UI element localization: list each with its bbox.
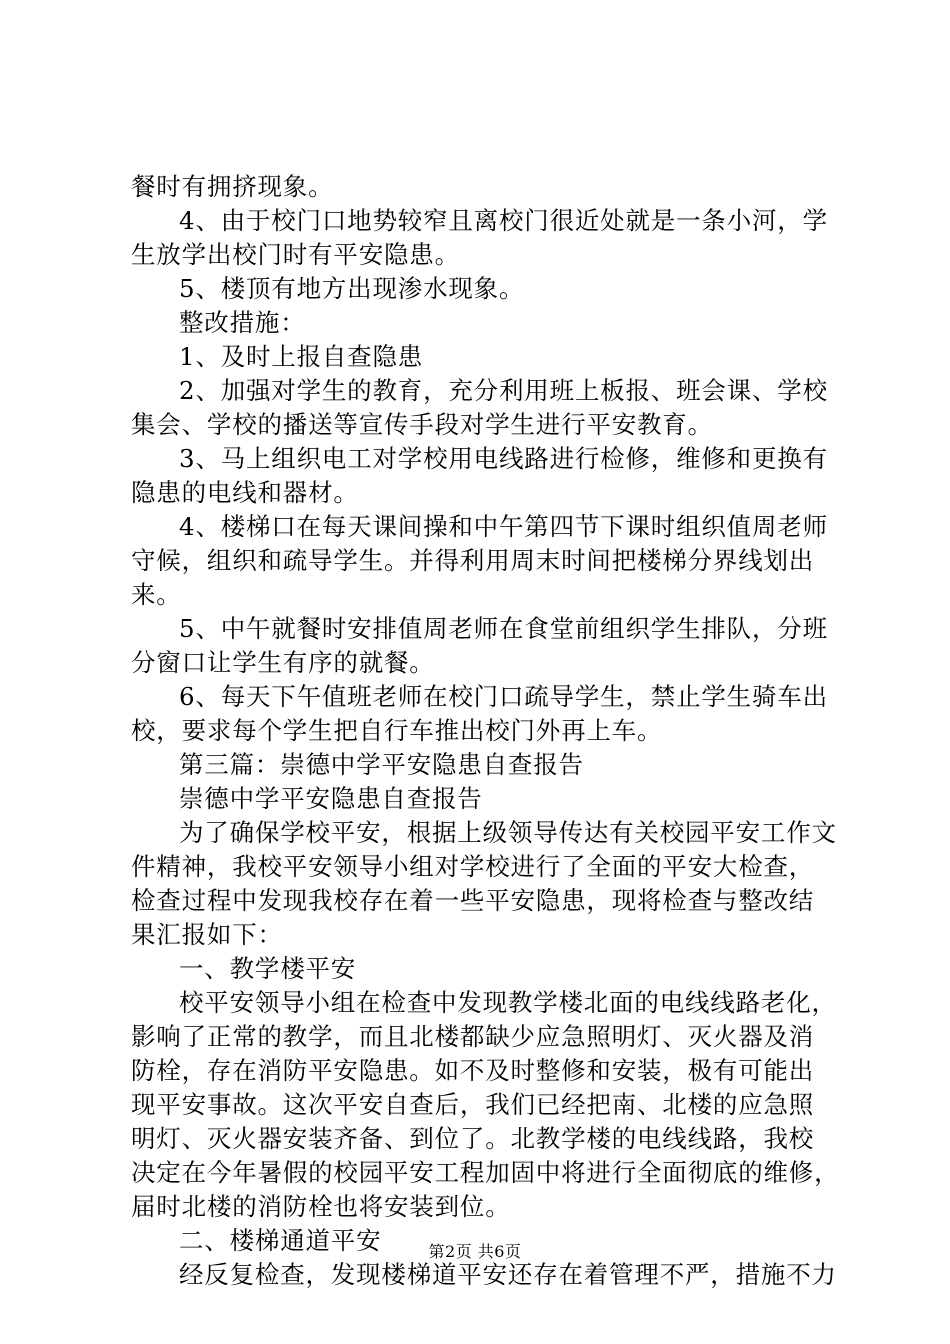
page-footer: 第2页 共6页 <box>428 1242 522 1261</box>
text-line: 二、楼梯通道平安 <box>179 1226 382 1255</box>
text-line: 一、教学楼平安 <box>179 954 357 983</box>
text-line: 届时北楼的消防栓也将安装到位。 <box>131 1192 511 1221</box>
text-line: 生放学出校门时有平安隐患。 <box>131 240 460 269</box>
text-line: 3、马上组织电工对学校用电线路进行检修，维修和更换有 <box>179 444 828 473</box>
text-line: 4、楼梯口在每天课间操和中午第四节下课时组织值周老师 <box>179 512 828 541</box>
text-line: 防栓，存在消防平安隐患。如不及时整修和安装，极有可能出 <box>131 1056 815 1085</box>
text-line: 5、楼顶有地方出现渗水现象。 <box>179 274 525 303</box>
text-line: 2、加强对学生的教育，充分利用班上板报、班会课、学校 <box>179 376 828 405</box>
text-line: 件精神，我校平安领导小组对学校进行了全面的平安大检查， <box>131 852 815 881</box>
text-line: 明灯、灭火器安装齐备、到位了。北教学楼的电线线路，我校 <box>131 1124 815 1153</box>
text-line: 校，要求每个学生把自行车推出校门外再上车。 <box>131 716 663 745</box>
text-line: 检查过程中发现我校存在着一些平安隐患，现将检查与整改结 <box>131 886 815 915</box>
text-line: 5、中午就餐时安排值周老师在食堂前组织学生排队，分班 <box>179 614 828 643</box>
text-line: 果汇报如下： <box>131 920 283 949</box>
text-line: 餐时有拥挤现象。 <box>131 172 334 201</box>
text-line: 经反复检查，发现楼梯道平安还存在着管理不严，措施不力 <box>179 1260 837 1289</box>
text-line: 崇德中学平安隐患自查报告 <box>179 784 483 813</box>
text-line: 集会、学校的播送等宣传手段对学生进行平安教育。 <box>131 410 713 439</box>
document-body <box>131 170 840 1292</box>
text-line: 4、由于校门口地势较窄且离校门很近处就是一条小河，学 <box>179 206 828 235</box>
text-line: 为了确保学校平安，根据上级领导传达有关校园平安工作文 <box>179 818 837 847</box>
text-line: 影响了正常的教学，而且北楼都缺少应急照明灯、灭火器及消 <box>131 1022 815 1051</box>
text-line: 第三篇：崇德中学平安隐患自查报告 <box>179 750 584 779</box>
text-line: 6、每天下午值班老师在校门口疏导学生，禁止学生骑车出 <box>179 682 828 711</box>
text-line: 现平安事故。这次平安自查后，我们已经把南、北楼的应急照 <box>131 1090 815 1119</box>
text-line: 来。 <box>131 580 182 609</box>
text-line: 隐患的电线和器材。 <box>131 478 359 507</box>
text-line: 守候，组织和疏导学生。并得利用周末时间把楼梯分界线划出 <box>131 546 815 575</box>
text-line: 整改措施： <box>179 308 306 337</box>
text-line: 决定在今年暑假的校园平安工程加固中将进行全面彻底的维修， <box>131 1158 840 1187</box>
text-line: 1、及时上报自查隐患 <box>179 342 424 371</box>
text-line: 分窗口让学生有序的就餐。 <box>131 648 435 677</box>
text-line: 校平安领导小组在检查中发现教学楼北面的电线线路老化， <box>179 988 837 1017</box>
